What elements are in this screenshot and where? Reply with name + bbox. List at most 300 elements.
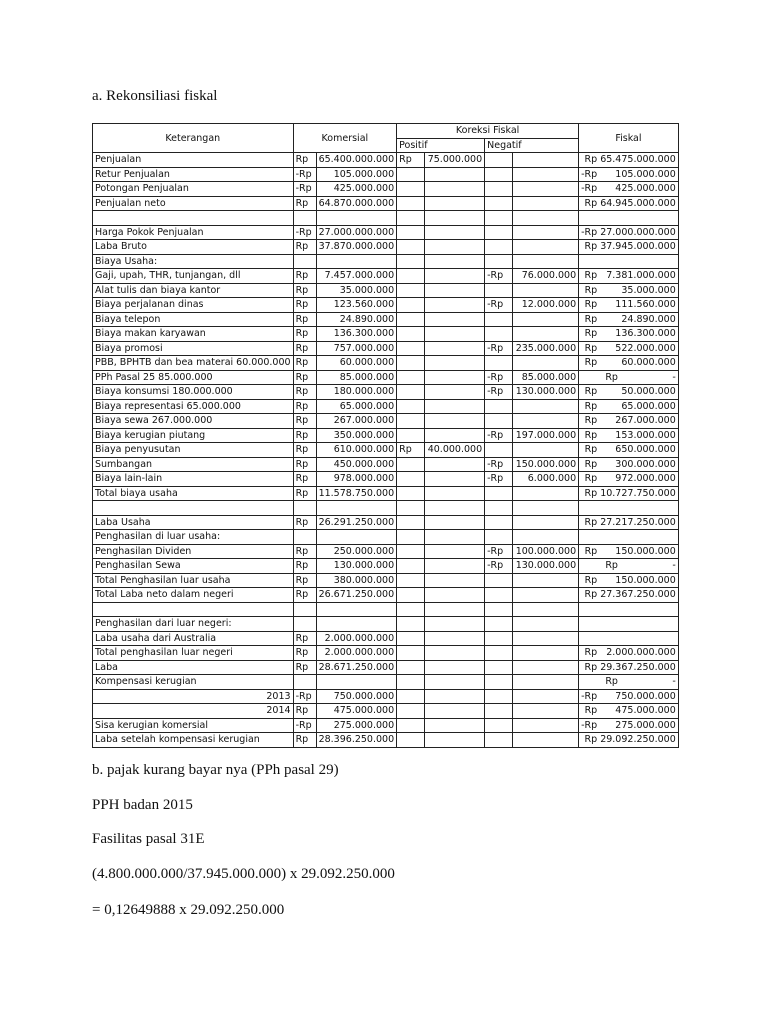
cell-negatif-rp [485,211,513,226]
cell-komersial-value: 2.000.000.000 [316,646,397,661]
cell-komersial-rp: Rp [293,196,316,211]
cell-positif-value [425,646,485,661]
cell-positif-rp [397,341,425,356]
cell-positif-rp [397,370,425,385]
header-positif: Positif [397,138,485,153]
cell-positif-value [425,399,485,414]
cell-komersial-rp: Rp [293,588,316,603]
cell-positif-value [425,689,485,704]
table-row [93,182,679,197]
cell-negatif-rp: -Rp [485,341,513,356]
cell-negatif-rp [485,153,513,168]
cell-komersial-value: 7.457.000.000 [316,269,397,284]
cell-fiskal-value: Rp 475.000.000 [579,704,679,719]
cell-fiskal-value: -Rp 105.000.000 [579,167,679,182]
cell-negatif-rp [485,225,513,240]
header-keterangan: Keterangan [93,124,294,153]
table-row [93,254,679,269]
cell-keterangan [93,211,294,226]
cell-komersial-value: 60.000.000 [316,356,397,371]
cell-negatif-value [513,501,579,516]
cell-positif-rp: Rp [397,443,425,458]
cell-negatif-rp: -Rp [485,269,513,284]
cell-keterangan: Biaya sewa 267.000.000 [93,414,294,429]
cell-komersial-value: 65.400.000.000 [316,153,397,168]
cell-komersial-rp: -Rp [293,167,316,182]
cell-positif-rp [397,472,425,487]
table-row [93,573,679,588]
cell-keterangan: Biaya penyusutan [93,443,294,458]
cell-negatif-rp [485,240,513,255]
cell-komersial-rp: Rp [293,312,316,327]
cell-positif-value [425,515,485,530]
cell-fiskal-value [579,254,679,269]
cell-keterangan: Total biaya usaha [93,486,294,501]
cell-komersial-rp: -Rp [293,718,316,733]
table-row [93,283,679,298]
cell-positif-rp [397,182,425,197]
cell-komersial-rp: Rp [293,631,316,646]
cell-positif-value [425,428,485,443]
cell-komersial-rp: Rp [293,327,316,342]
cell-negatif-value: 197.000.000 [513,428,579,443]
cell-negatif-value [513,414,579,429]
cell-negatif-rp [485,327,513,342]
cell-positif-value [425,211,485,226]
cell-positif-value [425,718,485,733]
cell-fiskal-value: Rp 136.300.000 [579,327,679,342]
cell-negatif-rp: -Rp [485,559,513,574]
cell-negatif-rp [485,182,513,197]
cell-komersial-value: 267.000.000 [316,414,397,429]
cell-negatif-value: 85.000.000 [513,370,579,385]
cell-positif-rp [397,704,425,719]
cell-komersial-rp: -Rp [293,225,316,240]
cell-fiskal-value [579,617,679,632]
table-row [93,457,679,472]
cell-fiskal-value: Rp 972.000.000 [579,472,679,487]
cell-keterangan: Laba [93,660,294,675]
cell-negatif-rp [485,733,513,748]
cell-komersial-rp: Rp [293,646,316,661]
table-row [93,718,679,733]
table-row [93,515,679,530]
cell-positif-rp [397,646,425,661]
cell-negatif-rp [485,660,513,675]
cell-komersial-value: 26.671.250.000 [316,588,397,603]
cell-negatif-rp [485,718,513,733]
header-komersial: Komersial [293,124,397,153]
cell-fiskal-value: Rp 37.945.000.000 [579,240,679,255]
cell-komersial-value [316,530,397,545]
cell-negatif-rp [485,486,513,501]
cell-positif-rp [397,211,425,226]
cell-positif-value [425,283,485,298]
cell-komersial-rp: Rp [293,443,316,458]
cell-fiskal-value [579,211,679,226]
cell-negatif-rp: -Rp [485,428,513,443]
cell-positif-value [425,544,485,559]
table-row [93,588,679,603]
cell-komersial-rp: Rp [293,660,316,675]
cell-komersial-rp [293,617,316,632]
cell-negatif-rp: -Rp [485,370,513,385]
cell-fiskal-value: Rp 650.000.000 [579,443,679,458]
cell-fiskal-value: Rp 29.367.250.000 [579,660,679,675]
cell-keterangan: Total Laba neto dalam negeri [93,588,294,603]
cell-negatif-value: 6.000.000 [513,472,579,487]
cell-positif-value [425,341,485,356]
cell-komersial-rp [293,211,316,226]
table-row [93,428,679,443]
cell-positif-rp [397,385,425,400]
cell-komersial-rp [293,501,316,516]
cell-komersial-value [316,254,397,269]
cell-komersial-rp [293,254,316,269]
cell-negatif-value [513,211,579,226]
cell-komersial-value: 136.300.000 [316,327,397,342]
cell-positif-rp [397,225,425,240]
cell-keterangan [93,602,294,617]
cell-keterangan: Laba Usaha [93,515,294,530]
cell-keterangan: Penghasilan Dividen [93,544,294,559]
cell-positif-value [425,501,485,516]
cell-positif-rp [397,660,425,675]
cell-komersial-value: 105.000.000 [316,167,397,182]
table-row [93,733,679,748]
cell-negatif-rp [485,501,513,516]
cell-komersial-value: 757.000.000 [316,341,397,356]
cell-keterangan: Biaya konsumsi 180.000.000 [93,385,294,400]
cell-negatif-value [513,399,579,414]
cell-fiskal-value: Rp - [579,370,679,385]
cell-positif-rp: Rp [397,153,425,168]
cell-keterangan: Gaji, upah, THR, tunjangan, dll [93,269,294,284]
cell-negatif-value [513,167,579,182]
cell-komersial-value: 350.000.000 [316,428,397,443]
cell-positif-rp [397,631,425,646]
section-a-heading: a. Rekonsiliasi fiskal [92,88,218,104]
table-row [93,240,679,255]
cell-komersial-rp: Rp [293,486,316,501]
cell-komersial-rp [293,602,316,617]
cell-komersial-value [316,675,397,690]
cell-komersial-value: 425.000.000 [316,182,397,197]
cell-positif-value [425,167,485,182]
cell-negatif-rp [485,356,513,371]
table-row [93,486,679,501]
cell-keterangan: Biaya Usaha: [93,254,294,269]
cell-komersial-rp: Rp [293,457,316,472]
cell-negatif-value: 150.000.000 [513,457,579,472]
cell-positif-value [425,182,485,197]
cell-negatif-rp [485,515,513,530]
table-row [93,312,679,327]
table-row [93,399,679,414]
cell-negatif-value [513,675,579,690]
cell-komersial-value: 37.870.000.000 [316,240,397,255]
cell-komersial-rp: Rp [293,414,316,429]
cell-komersial-value [316,501,397,516]
cell-negatif-value [513,327,579,342]
cell-komersial-rp [293,675,316,690]
cell-negatif-rp: -Rp [485,298,513,313]
cell-positif-rp [397,486,425,501]
cell-positif-value [425,414,485,429]
cell-negatif-value [513,704,579,719]
cell-positif-rp [397,327,425,342]
cell-negatif-rp [485,443,513,458]
cell-positif-rp [397,254,425,269]
cell-negatif-rp [485,167,513,182]
cell-keterangan [93,501,294,516]
cell-positif-rp [397,733,425,748]
cell-positif-value [425,617,485,632]
table-row [93,211,679,226]
cell-positif-rp [397,573,425,588]
cell-negatif-value [513,530,579,545]
cell-negatif-value [513,283,579,298]
cell-komersial-rp: Rp [293,704,316,719]
cell-negatif-rp [485,414,513,429]
table-row [93,370,679,385]
cell-fiskal-value: Rp 7.381.000.000 [579,269,679,284]
cell-positif-value [425,573,485,588]
table-row [93,153,679,168]
cell-keterangan: Penghasilan dari luar negeri: [93,617,294,632]
cell-komersial-value: 27.000.000.000 [316,225,397,240]
cell-negatif-value [513,486,579,501]
cell-komersial-value: 750.000.000 [316,689,397,704]
cell-positif-value [425,356,485,371]
cell-keterangan: Biaya lain-lain [93,472,294,487]
cell-fiskal-value: Rp 150.000.000 [579,573,679,588]
cell-positif-value [425,370,485,385]
cell-positif-value [425,385,485,400]
cell-fiskal-value: -Rp 27.000.000.000 [579,225,679,240]
table-row [93,689,679,704]
cell-positif-rp [397,617,425,632]
reconciliation-table [92,123,679,748]
cell-komersial-rp: Rp [293,298,316,313]
cell-positif-value [425,240,485,255]
cell-keterangan: Penghasilan Sewa [93,559,294,574]
cell-positif-rp [397,356,425,371]
cell-negatif-value [513,718,579,733]
cell-positif-value [425,225,485,240]
cell-komersial-rp [293,530,316,545]
cell-negatif-value: 100.000.000 [513,544,579,559]
cell-keterangan: Alat tulis dan biaya kantor [93,283,294,298]
cell-komersial-rp: Rp [293,370,316,385]
table-row [93,660,679,675]
cell-positif-rp [397,428,425,443]
cell-positif-rp [397,312,425,327]
cell-fiskal-value: Rp 35.000.000 [579,283,679,298]
cell-komersial-rp: Rp [293,341,316,356]
cell-keterangan: Biaya telepon [93,312,294,327]
table-row [93,704,679,719]
cell-komersial-value: 85.000.000 [316,370,397,385]
cell-positif-rp [397,167,425,182]
cell-fiskal-value: Rp 24.890.000 [579,312,679,327]
cell-komersial-value: 28.671.250.000 [316,660,397,675]
cell-positif-value [425,631,485,646]
cell-keterangan: PBB, BPHTB dan bea materai 60.000.000 [93,356,294,371]
cell-positif-value [425,559,485,574]
cell-positif-rp [397,240,425,255]
cell-komersial-rp: Rp [293,153,316,168]
cell-komersial-value: 275.000.000 [316,718,397,733]
table-row [93,167,679,182]
cell-fiskal-value: Rp 300.000.000 [579,457,679,472]
table-row [93,646,679,661]
cell-komersial-rp: Rp [293,515,316,530]
cell-negatif-value [513,602,579,617]
cell-negatif-value [513,733,579,748]
cell-negatif-value [513,225,579,240]
table-row [93,356,679,371]
cell-negatif-value [513,240,579,255]
cell-komersial-value: 250.000.000 [316,544,397,559]
cell-positif-value [425,675,485,690]
cell-fiskal-value: Rp 267.000.000 [579,414,679,429]
result-text: = 0,12649888 x 29.092.250.000 [92,902,285,918]
header-koreksi-fiskal: Koreksi Fiskal [397,124,579,139]
cell-komersial-value: 130.000.000 [316,559,397,574]
cell-positif-rp [397,559,425,574]
cell-komersial-value: 28.396.250.000 [316,733,397,748]
cell-negatif-rp: -Rp [485,385,513,400]
cell-negatif-value: 130.000.000 [513,385,579,400]
cell-negatif-value [513,443,579,458]
cell-fiskal-value: Rp - [579,675,679,690]
cell-positif-rp [397,501,425,516]
cell-fiskal-value: Rp 64.945.000.000 [579,196,679,211]
cell-komersial-value: 65.000.000 [316,399,397,414]
cell-negatif-rp [485,283,513,298]
cell-komersial-value: 2.000.000.000 [316,631,397,646]
cell-negatif-value [513,588,579,603]
table-row [93,298,679,313]
cell-negatif-rp [485,573,513,588]
fasilitas-text: Fasilitas pasal 31E [92,831,205,847]
cell-komersial-value: 380.000.000 [316,573,397,588]
cell-keterangan: Biaya makan karyawan [93,327,294,342]
table-row [93,675,679,690]
table-row [93,617,679,632]
cell-komersial-value: 475.000.000 [316,704,397,719]
cell-keterangan: Penjualan [93,153,294,168]
cell-keterangan: Retur Penjualan [93,167,294,182]
cell-komersial-rp: Rp [293,428,316,443]
cell-komersial-value [316,617,397,632]
cell-komersial-rp: Rp [293,544,316,559]
cell-positif-value [425,312,485,327]
cell-negatif-value [513,631,579,646]
cell-positif-rp [397,530,425,545]
cell-positif-value [425,733,485,748]
table-row [93,225,679,240]
cell-keterangan: Total Penghasilan luar usaha [93,573,294,588]
cell-fiskal-value: Rp 65.000.000 [579,399,679,414]
cell-keterangan: Potongan Penjualan [93,182,294,197]
cell-fiskal-value: Rp 29.092.250.000 [579,733,679,748]
cell-positif-rp [397,544,425,559]
cell-positif-value [425,660,485,675]
cell-negatif-rp [485,646,513,661]
cell-komersial-rp: Rp [293,559,316,574]
cell-keterangan: Total penghasilan luar negeri [93,646,294,661]
table-row [93,544,679,559]
cell-positif-value [425,602,485,617]
cell-keterangan: PPh Pasal 25 85.000.000 [93,370,294,385]
cell-negatif-value: 235.000.000 [513,341,579,356]
cell-positif-value [425,269,485,284]
cell-komersial-rp: Rp [293,399,316,414]
cell-negatif-value [513,660,579,675]
cell-keterangan: Biaya representasi 65.000.000 [93,399,294,414]
cell-positif-rp [397,457,425,472]
cell-negatif-value [513,689,579,704]
cell-negatif-rp [485,588,513,603]
cell-positif-rp [397,602,425,617]
cell-positif-value [425,327,485,342]
table-row [93,269,679,284]
cell-positif-value [425,472,485,487]
cell-negatif-rp: -Rp [485,544,513,559]
table-row [93,443,679,458]
cell-komersial-rp: Rp [293,573,316,588]
cell-komersial-value [316,602,397,617]
cell-negatif-rp: -Rp [485,457,513,472]
cell-keterangan: Penjualan neto [93,196,294,211]
cell-komersial-rp: -Rp [293,182,316,197]
cell-komersial-rp: Rp [293,269,316,284]
cell-positif-value [425,588,485,603]
cell-negatif-rp [485,196,513,211]
table-row [93,385,679,400]
cell-komersial-value: 180.000.000 [316,385,397,400]
cell-positif-rp [397,399,425,414]
cell-komersial-rp: Rp [293,472,316,487]
cell-positif-rp [397,718,425,733]
cell-positif-rp [397,196,425,211]
cell-negatif-rp [485,675,513,690]
cell-fiskal-value: Rp 60.000.000 [579,356,679,371]
cell-positif-value [425,704,485,719]
cell-positif-rp [397,675,425,690]
cell-positif-value [425,298,485,313]
header-negatif: Negatif [485,138,579,153]
cell-negatif-value [513,573,579,588]
cell-positif-value: 75.000.000 [425,153,485,168]
formula-text: (4.800.000.000/37.945.000.000) x 29.092.250.000 [92,866,395,882]
cell-fiskal-value: Rp 50.000.000 [579,385,679,400]
cell-keterangan: Biaya perjalanan dinas [93,298,294,313]
cell-positif-rp [397,515,425,530]
cell-komersial-value: 64.870.000.000 [316,196,397,211]
cell-komersial-rp: Rp [293,240,316,255]
cell-fiskal-value: Rp 153.000.000 [579,428,679,443]
table-row [93,341,679,356]
cell-komersial-value: 35.000.000 [316,283,397,298]
cell-komersial-value: 450.000.000 [316,457,397,472]
cell-positif-value [425,457,485,472]
cell-negatif-rp [485,399,513,414]
cell-positif-rp [397,298,425,313]
cell-negatif-rp [485,254,513,269]
